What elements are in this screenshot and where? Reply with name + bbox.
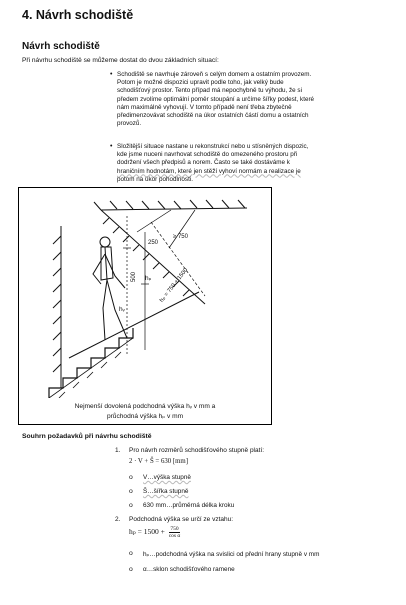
dimension-lines [123,210,205,356]
label-500: 500 [131,271,137,282]
subsection-heading: Návrh schodiště [22,41,100,52]
subitem: o Š…šířka stupně [129,488,189,495]
bullet-2-line: dodržení všech předpisů a norem. Často se také dostáváme k [117,159,290,167]
list-item-2-text: Podchodná výška se určí ze vztahu: [129,516,234,523]
person-figure [93,237,127,340]
circle-bullet-icon: o [129,502,133,509]
bullet-1-line: nám maximálně vyhovují. V tomto případě není třeba zbytečně [117,103,292,111]
bullet-1-line: předem zvolíme optimální poměr stoupání a určíme šířky podest, které [117,95,315,103]
bullet-1-line: provozů. [117,120,142,128]
bullet-1-line: Schodiště se navrhuje zároveň s celým domem a ostatním provozem. [117,71,312,78]
bullet-2-line: kde jsme nuceni navrhovat schodiště do omezeného prostoru při [117,151,298,159]
fraction-denominator: cos α [168,533,181,539]
circle-bullet-icon: o [129,566,133,573]
label-750: ≥ 750 [173,234,188,240]
left-wall [53,226,61,388]
staircase-drawing [19,188,271,398]
handrail [69,292,199,358]
bullet-2-line: potom na úkor pohodlnosti. [117,175,193,183]
label-hv: hᵥ [119,306,125,313]
formula-fraction [169,526,181,539]
figure-caption-line1: Nejmenší dovolená podchodná výška hᵥ v mm a [74,403,216,410]
circle-bullet-icon: o [129,474,133,481]
bullet-item-2 [110,143,379,184]
subitem: o α…sklon schodišťového ramene [129,566,235,573]
bullet-1-line: Potom je možné dispozici upravit podle toho, jak velký bude [117,79,284,87]
intro-paragraph: Při návrhu schodiště se můžeme dostat do dvou základních situací: [22,57,219,64]
bullet-1-line: schodišťový prostor. Tento případ má nepochybně tu výhodu, že si [117,87,302,95]
subitem: o V…výška stupně [129,474,191,481]
bullet-2-line: Složitější situace nastane u rekonstrukcí nebo u stísněných dispozic, [117,143,309,150]
section-heading: 4. Návrh schodiště [22,8,134,22]
staircase-figure [18,187,272,425]
bullet-item-1 [110,71,379,128]
formula-headroom [129,526,180,539]
label-250: 250 [148,240,159,246]
upper-flight-soffit [101,210,205,304]
list-number-2: 2. [115,516,121,523]
bullet-2-line: hraničním hodnotám, které jen stěží vyhoví normám a realizace je [117,167,301,175]
circle-bullet-icon: o [129,550,133,557]
list-item-1-text: Pro návrh rozměrů schodišťového stupně platí: [129,447,265,454]
ceiling-slab [94,200,247,210]
figure-caption-line2: průchodná výška hₚ v mm [106,413,184,420]
list-number-1: 1. [115,447,121,454]
formula-step-size: 2 · V + Š = 630 [mm] [129,458,188,465]
bullet-marker: • [110,143,113,150]
subitem: o hₚ…podchodná výška na svislici od přední hrany stupně v mm [129,550,320,558]
bullet-marker: • [110,71,113,78]
requirements-heading: Souhrn požadavků při návrhu schodiště [22,433,152,440]
circle-bullet-icon: o [129,488,133,495]
formula-lhs: hₚ = 1500 + [129,527,165,537]
label-hp: hₚ [145,275,152,282]
stair-steps [49,328,133,398]
bullet-1-line: předimenzovávat schodiště na úkor ostatních částí domu a ostatních [117,112,309,120]
fraction-numerator: 750 [170,526,179,532]
label-1500: hₚ = 750 + 1500 [159,267,190,304]
subitem: o 630 mm…průměrná délka kroku [129,502,235,509]
